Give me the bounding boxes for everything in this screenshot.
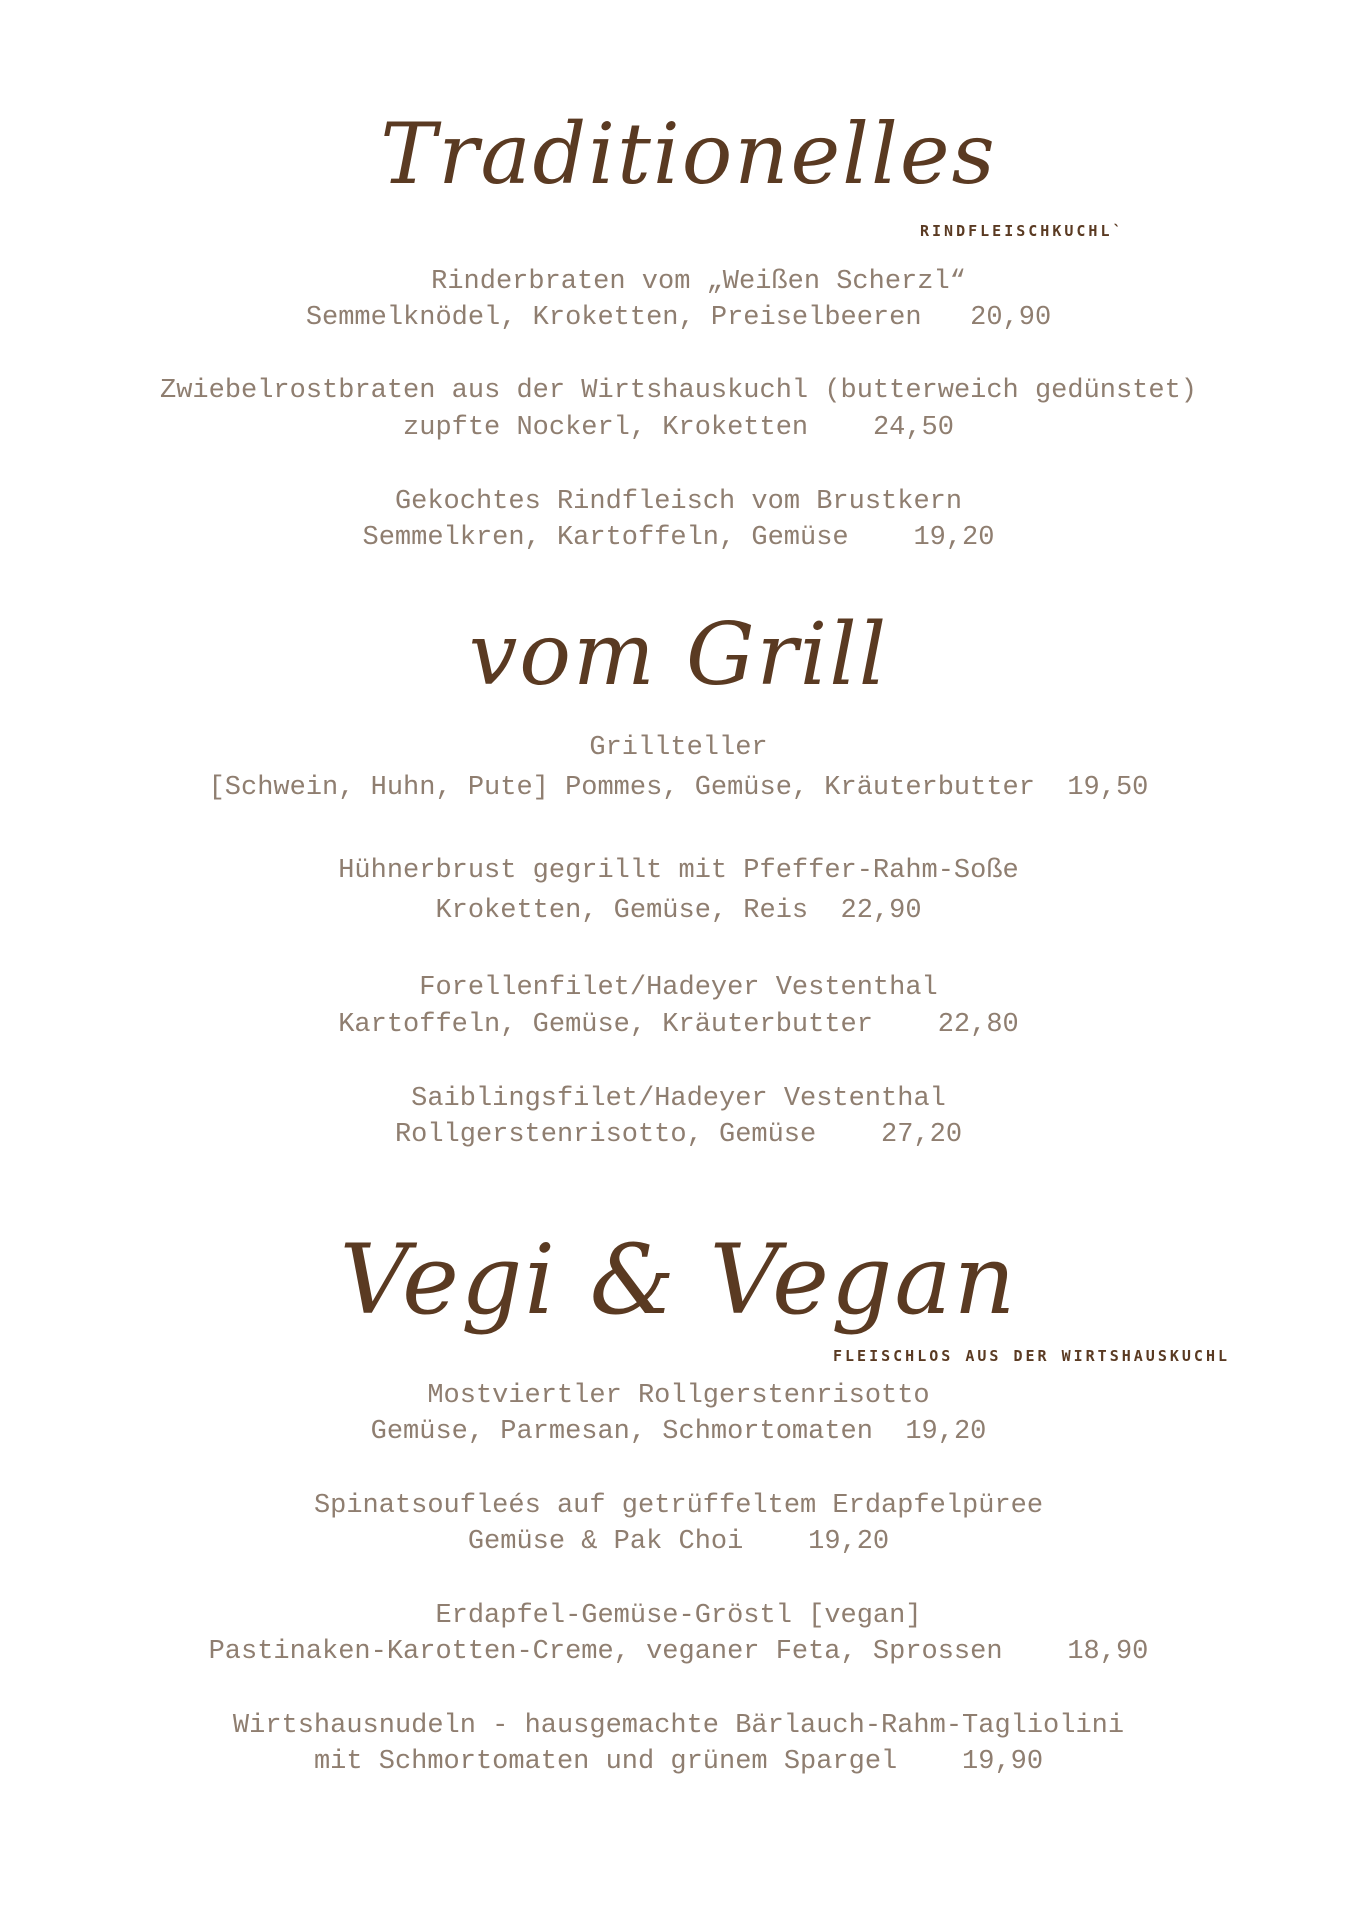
item-details-line (0, 1744, 1357, 1780)
item-price: 22,90 (840, 896, 922, 926)
item-name: Wirtshausnudeln - hausgemachte Bärlauch-Rahm-Tagliolini (232, 1711, 1125, 1741)
item-price: 18,90 (1067, 1637, 1149, 1667)
item-details: Kartoffeln, Gemüse, Kräuterbutter (338, 1010, 873, 1040)
item-details-line (0, 410, 1357, 446)
item-name: Saiblingsfilet/Hadeyer Vestenthal (411, 1084, 946, 1114)
section-title-vegi-vegan: Vegi & Vegan (339, 1224, 1018, 1336)
item-details: Gemüse, Parmesan, Schmortomaten (370, 1417, 873, 1447)
item-details: Rollgerstenrisotto, Gemüse (394, 1120, 817, 1150)
item-details-line (0, 300, 1357, 336)
item-details-line (0, 1414, 1357, 1450)
item-details: zupfte Nockerl, Kroketten (403, 413, 809, 443)
item-details: Kroketten, Gemüse, Reis (435, 896, 809, 926)
item-details-line (0, 1634, 1357, 1670)
item-details: Semmelknödel, Kroketten, Preiselbeeren (305, 303, 922, 333)
item-name: Mostviertler Rollgerstenrisotto (427, 1381, 930, 1411)
item-price: 19,20 (905, 1417, 987, 1447)
item-details-line (0, 893, 1357, 929)
item-name: Gekochtes Rindfleisch vom Brustkern (394, 487, 963, 517)
section-subtitle-rindfleischkuchl: RINDFLEISCHKUCHL` (920, 222, 1125, 240)
item-details: [Schwein, Huhn, Pute] Pommes, Gemüse, Kräuterbutter (208, 773, 1035, 803)
item-price: 24,50 (872, 413, 954, 443)
section-subtitle-fleischlos: FLEISCHLOS AUS DER WIRTSHAUSKUCHL (833, 1347, 1231, 1365)
item-price: 20,90 (970, 303, 1052, 333)
item-details: Gemüse & Pak Choi (467, 1527, 744, 1557)
item-price: 19,20 (808, 1527, 890, 1557)
item-details: Semmelkren, Kartoffeln, Gemüse (362, 523, 849, 553)
item-details-line (0, 1007, 1357, 1043)
item-name: Rinderbraten vom „Weißen Scherzl“ (431, 267, 966, 297)
section-title-traditionelles: Traditionelles (380, 105, 997, 203)
item-details: Pastinaken-Karotten-Creme, veganer Feta, Sprossen (208, 1637, 1003, 1667)
item-name: Grillteller (589, 733, 768, 763)
item-name: Erdapfel-Gemüse-Gröstl [vegan] (435, 1601, 922, 1631)
item-price: 19,20 (913, 523, 995, 553)
section-title-vom-grill: vom Grill (468, 605, 889, 705)
item-price: 19,50 (1067, 773, 1149, 803)
item-details-line (0, 1524, 1357, 1560)
item-name: Spinatsoufleés auf getrüffeltem Erdapfelpüree (313, 1491, 1044, 1521)
item-price: 19,90 (962, 1747, 1044, 1777)
item-details-line (0, 770, 1357, 806)
item-details: mit Schmortomaten und grünem Spargel (313, 1747, 898, 1777)
item-details-line (0, 520, 1357, 556)
item-price: 22,80 (937, 1010, 1019, 1040)
item-details-line (0, 1117, 1357, 1153)
item-name: Hühnerbrust gegrillt mit Pfeffer-Rahm-Soße (338, 856, 1019, 886)
item-price: 27,20 (881, 1120, 963, 1150)
item-name: Forellenfilet/Hadeyer Vestenthal (419, 973, 938, 1003)
item-name: Zwiebelrostbraten aus der Wirtshauskuchl (butterweich gedünstet) (160, 376, 1197, 406)
